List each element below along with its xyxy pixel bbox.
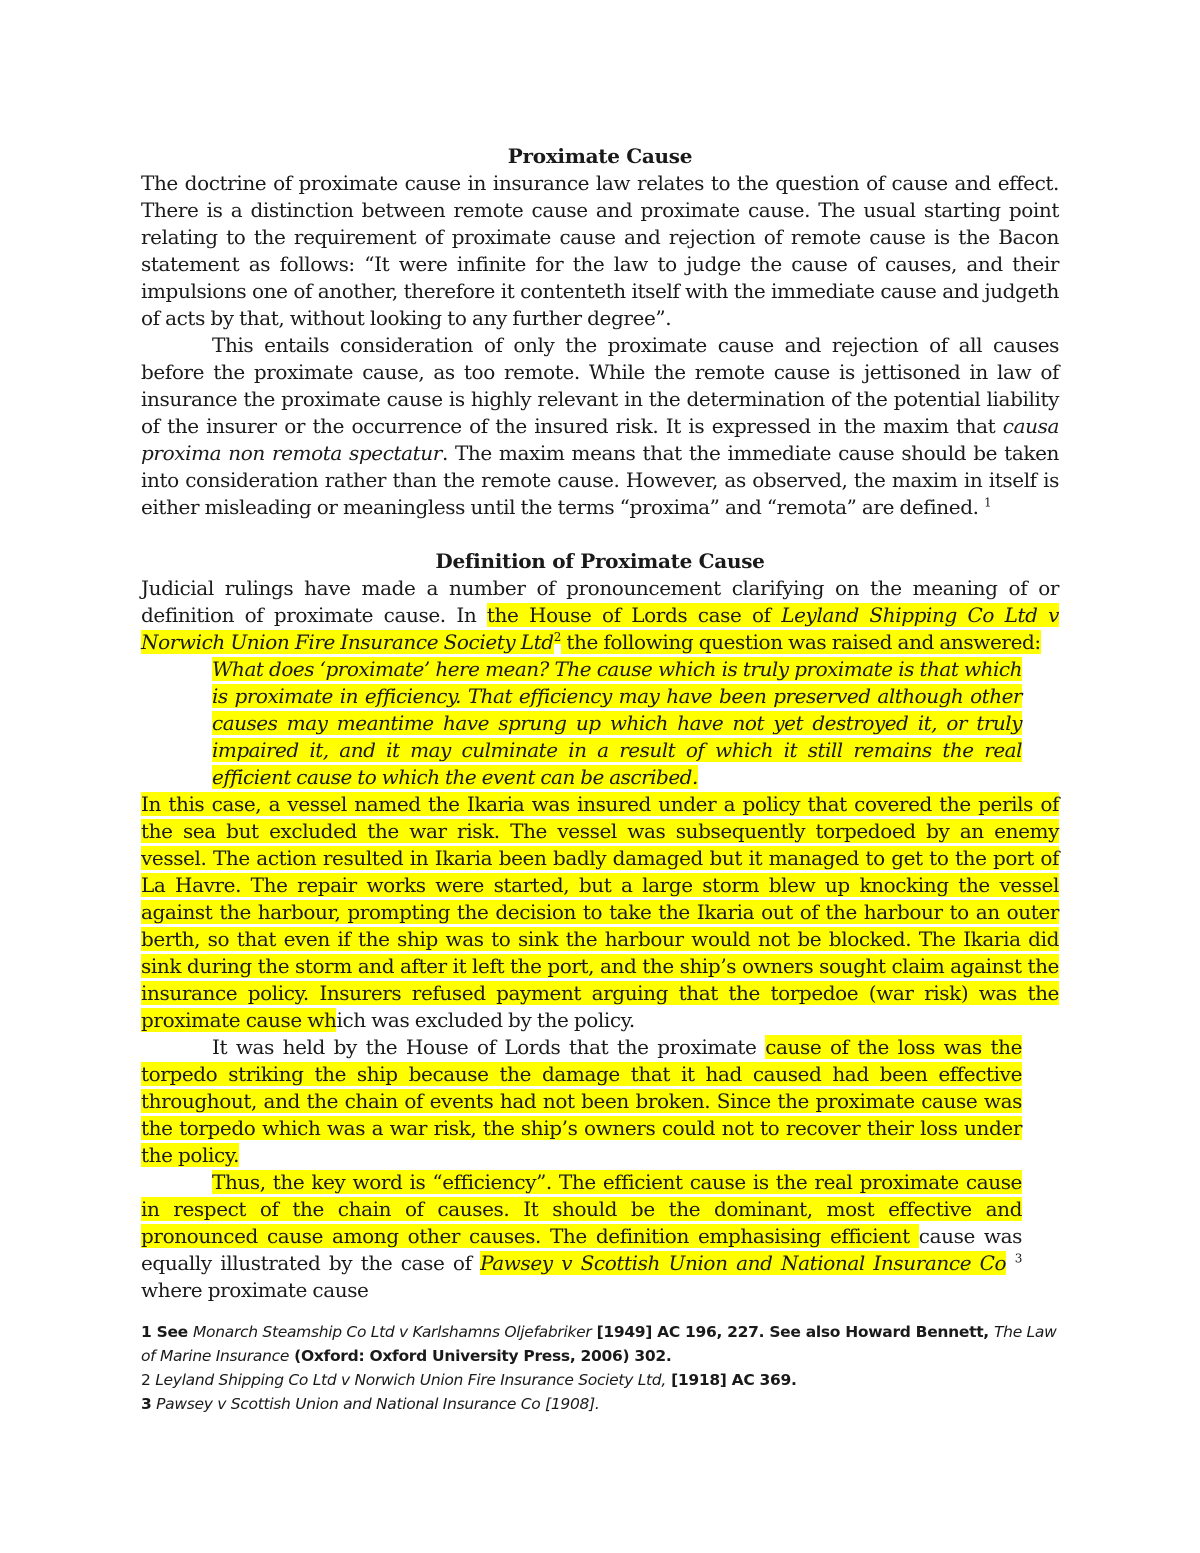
case-name-pawsey: Pawsey v Scottish Union and National Insurance Co <box>480 1251 1007 1275</box>
footnote-2-case: Leyland Shipping Co Ltd v Norwich Union Fire Insurance Society Ltd, <box>150 1371 666 1389</box>
footnote-1 <box>141 1320 1059 1368</box>
footnote-ref-2[interactable]: 2 <box>553 630 561 645</box>
footnote-2-cite: [1918] AC 369. <box>665 1371 797 1389</box>
footnotes <box>141 1320 1059 1416</box>
paragraph-judicial-text-a: Judicial rulings have made a number of pronouncement clarifying on the meaning of or definition of proximate cause. In <box>141 576 1059 627</box>
paragraph-ikaria-facts <box>141 791 1059 1034</box>
paragraph-ikaria-rest: ich was excluded by the policy. <box>336 1008 635 1032</box>
block-quote-text: What does ‘proximate’ here mean? The cause which is truly proximate is that which is proximate in efficiency. That efficiency may have been preserved although other causes may meantime have sprung up which have not yet destroyed it, or truly impaired it, and it may culminate in a result of which it still remains the real efficient cause to which the event can be ascribed. <box>212 657 1022 789</box>
highlight-efficiency: Thus, the key word is “efficiency”. The efficient cause is the real proximate cause in respect of the chain of causes. It should be the dominant, most effective and pronounced cause among other causes. The definition emphasising efficient <box>141 1170 1022 1248</box>
footnote-2 <box>141 1368 1059 1392</box>
block-quote <box>212 656 1022 791</box>
paragraph-holding <box>141 1034 1022 1169</box>
footnote-ref-3[interactable]: 3 <box>1014 1251 1022 1266</box>
paragraph-maxim-text-a: This entails consideration of only the proximate cause and rejection of all causes before the proximate cause, as too remote. While the remote cause is jettisoned in law of insurance the proximate cause is highly relevant in the determination of the potential liability of the insurer or the occurrence of the insured risk. It is expressed in the maxim that <box>141 333 1059 438</box>
section-title-definition: Definition of Proximate Cause <box>435 549 765 573</box>
footnote-1-book: The Law of Marine Insurance <box>141 1323 1057 1365</box>
case-name-leyland: Leyland Shipping Co Ltd v Norwich Union Fire Insurance Society Ltd <box>141 603 1059 654</box>
highlight-house-of-lords: the House of Lords case of <box>486 603 782 627</box>
footnote-ref-1[interactable]: 1 <box>984 495 992 510</box>
paragraph-intro: The doctrine of proximate cause in insurance law relates to the question of cause and effect. There is a distinction between remote cause and proximate cause. The usual starting point relating to the requirement of proximate cause and rejection of remote cause is the Bacon statement as follows: “It were infinite for the law to judge the cause of causes, and their impulsions one of another, therefore it contenteth itself with the immediate cause and judgeth of acts by that, without looking to any further degree”. <box>141 171 1059 330</box>
maxim-latin: causa proxima non remota spectatur <box>141 414 1059 465</box>
footnote-1-publisher: (Oxford: Oxford University Press, 2006) 302. <box>289 1347 672 1365</box>
paragraph-maxim-text-b: . The maxim means that the immediate cause should be taken into consideration rather than the remote cause. However, as observed, the maxim in itself is either misleading or meaningless until the terms “proxima” and “remota” are defined. <box>141 441 1059 519</box>
footnote-3-text: Pawsey v Scottish Union and National Insurance Co [1908]. <box>151 1395 600 1413</box>
footnote-3 <box>141 1392 1059 1416</box>
paragraph-judicial-rulings <box>141 575 1059 656</box>
paragraph-judicial-text-b: the following question was raised and answered: <box>560 630 1041 654</box>
highlight-holding: cause of the loss was the torpedo striking the ship because the damage that it had caused had been effective throughout, and the chain of events had not been broken. Since the proximate cause was the torpedo which was a war risk, the ship’s owners could not to recover their loss under the policy. <box>141 1035 1023 1167</box>
paragraph-efficiency-text-a: cause was equally illustrated by the case of <box>141 1224 1023 1275</box>
footnote-1-case: Monarch Steamship Co Ltd v Karlshamns Oljefabriker <box>192 1323 592 1341</box>
footnote-1-number: 1 <box>141 1323 152 1341</box>
section-title-proximate-cause: Proximate Cause <box>507 144 693 168</box>
footnote-3-number: 3 <box>141 1395 152 1413</box>
highlight-ikaria-facts: In this case, a vessel named the Ikaria was insured under a policy that covered the perils of the sea but excluded the war risk. The vessel was subsequently torpedoed by an enemy vessel. The action resulted in Ikaria been badly damaged but it managed to get to the port of La Havre. The repair works were started, but a large storm blew up knocking the vessel against the harbour, prompting the decision to take the Ikaria out of the harbour to an outer berth, so that even if the ship was to sink the harbour would not be blocked. The Ikaria did sink during the storm and after it left the port, and the ship’s owners sought claim against the insurance policy. Insurers refused payment arguing that the torpedoe (war risk) was the proximate cause wh <box>141 792 1059 1032</box>
document-page <box>141 143 1059 1304</box>
paragraph-maxim <box>141 332 1059 521</box>
paragraph-efficiency-text-b: where proximate cause <box>141 1278 369 1302</box>
paragraph-holding-text-a: It was held by the House of Lords that the proximate <box>212 1035 766 1059</box>
footnote-2-number: 2 <box>141 1371 151 1389</box>
footnote-1-see: See <box>151 1323 193 1341</box>
paragraph-efficiency <box>141 1169 1022 1304</box>
footnote-1-cite: [1949] AC 196, 227. See also Howard Bennett, <box>591 1323 994 1341</box>
